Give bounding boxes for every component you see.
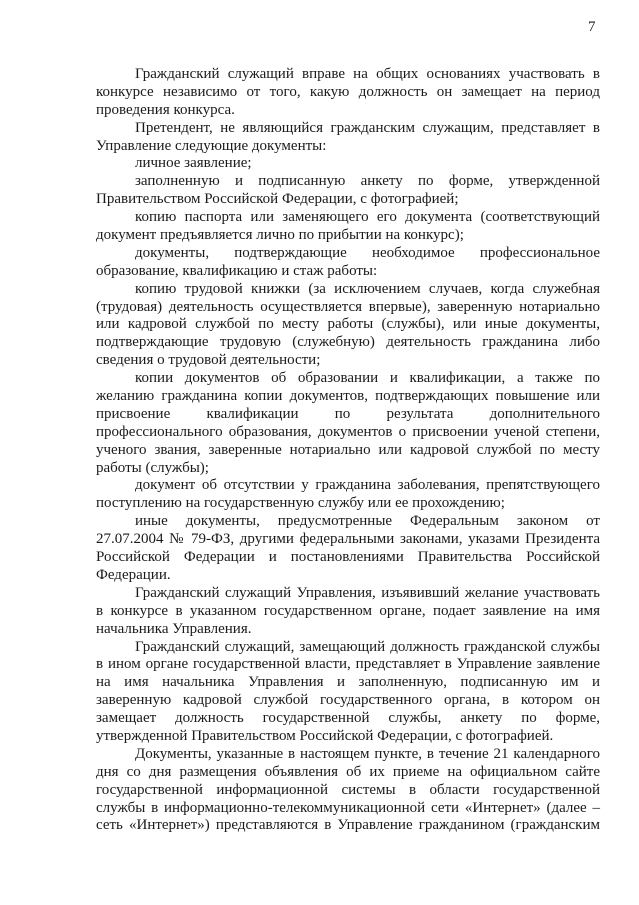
text-line: или кадровой службой по месту работы (службы), или иные документы,	[96, 316, 600, 333]
text-line: Управление следующие документы:	[96, 137, 327, 154]
text-line: заверенную кадровой службой государственного органа, в котором он	[96, 692, 600, 709]
text-line: Претендент, не являющийся гражданским служащим, представляет в	[135, 119, 600, 136]
text-line: профессионального образования, документов о присвоении ученой степени,	[96, 423, 600, 440]
text-line: подтверждающие трудовую (служебную) деятельность гражданина либо	[96, 334, 600, 351]
text-line: заполненную и подписанную анкету по форме, утвержденной	[135, 173, 600, 190]
text-line: желанию гражданина копии документов, подтверждающих повышение или	[96, 388, 600, 405]
text-line: документ предъявляется лично по прибытии на конкурс);	[96, 227, 464, 244]
page-number: 7	[588, 19, 596, 35]
text-line: копию трудовой книжки (за исключением случаев, когда служебная	[135, 280, 600, 297]
text-line: сведения о трудовой деятельности;	[96, 352, 321, 369]
document-body	[96, 66, 600, 835]
text-line: поступлению на государственную службу или ее прохождению;	[96, 495, 505, 512]
text-line: 27.07.2004 № 79-ФЗ, другими федеральными законами, указами Президента	[96, 531, 600, 548]
text-line: личное заявление;	[135, 155, 252, 172]
text-line: Правительством Российской Федерации, с фотографией;	[96, 191, 459, 208]
text-line: конкурсе независимо от того, какую должность он замещает на период	[96, 83, 600, 100]
text-line: сеть «Интернет») представляются в Управление гражданином (гражданским	[96, 817, 600, 834]
text-line: государственной информационной системы в области государственной	[96, 781, 600, 798]
text-line: утвержденной Правительством Российской Федерации, с фотографией.	[96, 727, 554, 744]
text-line: Гражданский служащий Управления, изъявивший желание участвовать	[135, 584, 600, 601]
text-line: службы в информационно-телекоммуникационной сети «Интернет» (далее –	[96, 799, 600, 816]
text-line: Гражданский служащий вправе на общих основаниях участвовать в	[135, 66, 600, 82]
text-line: присвоение квалификации по результата дополнительного	[96, 405, 600, 422]
text-line: документы, подтверждающие необходимое профессиональное	[135, 244, 600, 261]
text-line: проведения конкурса.	[96, 101, 235, 118]
text-line: замещает должность государственной службы, анкету по форме,	[96, 710, 600, 727]
text-line: в ином органе государственной власти, представляет в Управление заявление	[96, 656, 600, 673]
text-line: Документы, указанные в настоящем пункте, в течение 21 календарного	[135, 745, 600, 762]
text-line: дня со дня размещения объявления об их приеме на официальном сайте	[96, 763, 600, 780]
text-line: образование, квалификацию и стаж работы:	[96, 262, 378, 279]
text-line: Российской Федерации и постановлениями Правительства Российской	[96, 549, 600, 566]
text-line: копии документов об образовании и квалификации, а также по	[135, 370, 600, 387]
text-line: (трудовая) деятельность осуществляется впервые), заверенную нотариально	[96, 298, 600, 315]
text-line: Гражданский служащий, замещающий должность гражданской службы	[135, 638, 600, 655]
text-line: документ об отсутствии у гражданина заболевания, препятствующего	[135, 477, 600, 494]
text-line: в конкурсе в указанном государственном органе, подает заявление на имя	[96, 602, 600, 619]
text-line: ученого звания, заверенные нотариально или кадровой службой по месту	[96, 441, 600, 458]
text-line: начальника Управления.	[96, 620, 252, 637]
text-line: Федерации.	[96, 566, 171, 583]
text-line: на имя начальника Управления и заполненную, подписанную им и	[96, 674, 600, 691]
text-line: копию паспорта или заменяющего его документа (соответствующий	[135, 209, 600, 226]
text-line: работы (службы);	[96, 459, 209, 476]
text-line: иные документы, предусмотренные Федеральным законом от	[135, 513, 600, 530]
